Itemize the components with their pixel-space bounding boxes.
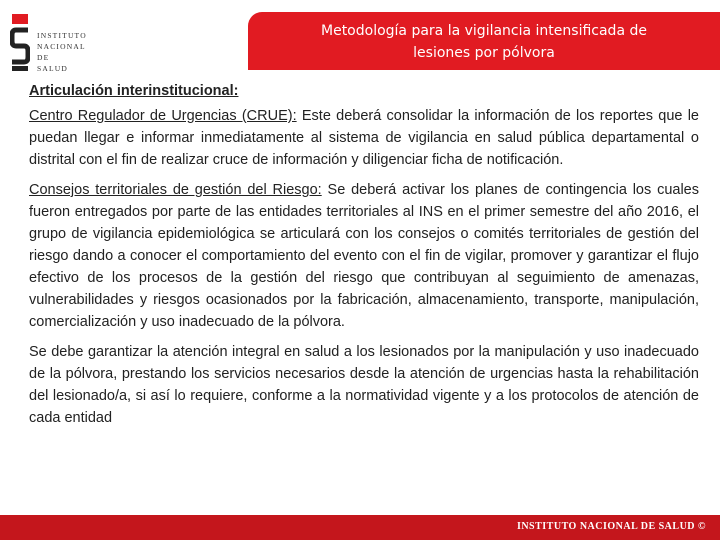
logo-line: SALUD	[37, 64, 69, 73]
title-banner	[248, 12, 720, 70]
footer-bar	[0, 515, 720, 540]
paragraph-text: Se deberá activar los planes de contingencia los cuales fueron entregados por parte de las entidades territoriales al INS en el primer semestre del año 2016, el grupo de vigilancia epidemiológica se articulará con los consejos o comités territoriales de gestión del riesgo dando a conocer el comportamiento del evento con el fin de vigilar, promover y garantizar el flujo efectivo de los procesos de la gestión del riesgo que contribuyan al seguimiento de amenazas, vulnerabilidades y riesgos ocasionados por la fabricación, almacenamiento, transporte, manipulación, comercialización y uso inadecuado de la pólvora.	[29, 182, 699, 330]
paragraph-atencion	[29, 341, 699, 429]
title-line-2: lesiones por pólvora	[413, 45, 555, 61]
title-line-1: Metodología para la vigilancia intensificada de	[321, 23, 647, 39]
logo-text	[37, 30, 100, 74]
paragraph-consejos	[29, 179, 699, 333]
logo-line: NACIONAL DE	[37, 42, 86, 62]
section-heading: Articulación interinstitucional:	[29, 83, 239, 99]
paragraph-crue	[29, 105, 699, 171]
paragraph-text: Este deberá consolidar la información de los reportes que le puedan llegar e informar inmediatamente al sistema de vigilancia en salud pública departamental o distrital con el fin de realizar cruce de información y diligenciar ficha de notificación.	[29, 108, 699, 168]
ins-logo	[10, 14, 100, 74]
ins-logo-icon	[10, 14, 30, 72]
main-content	[29, 80, 699, 437]
footer-text: INSTITUTO NACIONAL DE SALUD ©	[516, 521, 706, 532]
paragraph-lead: Centro Regulador de Urgencias (CRUE):	[29, 108, 297, 124]
paragraph-lead: Consejos territoriales de gestión del Riesgo:	[29, 182, 322, 198]
logo-line: INSTITUTO	[37, 31, 87, 40]
paragraph-text: Se debe garantizar la atención integral en salud a los lesionados por la manipulación y uso inadecuado de la pólvora, prestando los servicios necesarios desde la atención de urgencias hasta la rehabilitación del lesionado/a, si así lo requiere, conforme a la normatividad vigente y a los protocolos de atención de cada entidad	[29, 344, 699, 426]
